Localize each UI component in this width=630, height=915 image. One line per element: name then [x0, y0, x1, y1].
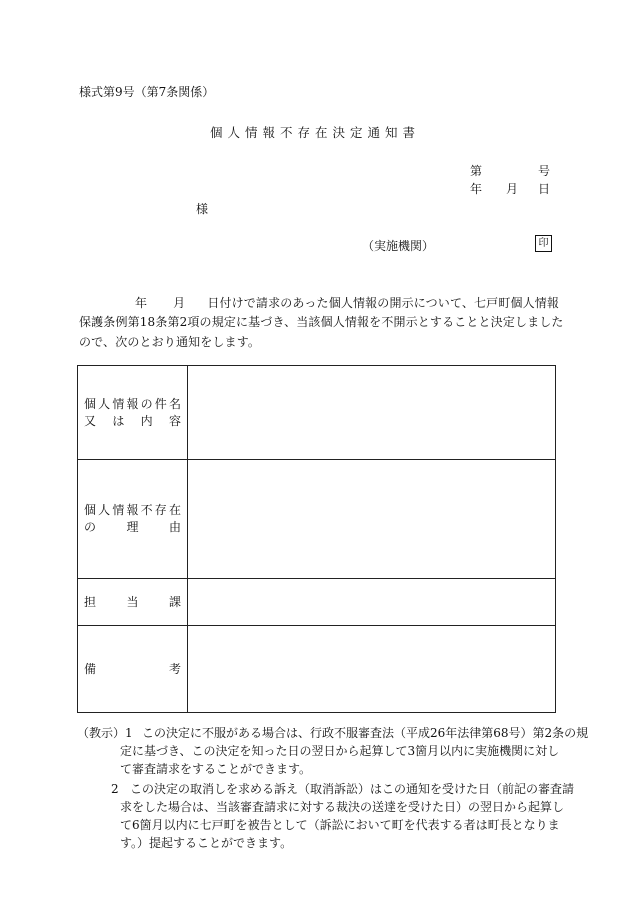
label-reason: [78, 460, 188, 579]
label-subject: [78, 366, 188, 460]
form-number: 様式第9号（第7条関係）: [79, 85, 215, 99]
label-line: 個 人 情 報 の 件 名: [84, 396, 181, 411]
addressee-suffix: 様: [196, 202, 209, 216]
note-1-line-2: 定に基づき、この決定を知った日の翌日から起算して3箇月以内に実施機関に対し: [120, 744, 560, 758]
label-line: 個 人 情 報 不 存 在: [84, 503, 181, 517]
notes-mark: （教示）1: [77, 726, 133, 740]
number-suffix: 号: [538, 164, 551, 178]
notice-table: [77, 365, 556, 713]
value-department[interactable]: [188, 579, 556, 626]
body-line-3: ので、次のとおり通知をします。: [79, 335, 261, 349]
label-line: 備 考: [84, 661, 181, 676]
note-1-line-3: て審査請求をすることができます。: [120, 762, 312, 776]
body-year: 年: [135, 296, 148, 310]
label-department: [78, 579, 188, 626]
note-2-line-3: て6箇月以内に七戸町を被告として（訴訟において町を代表する者は町長となりま: [120, 818, 560, 832]
note-2-line-1: この決定の取消しを求める訴え（取消訴訟）はこの通知を受けた日（前記の審査請: [130, 782, 575, 796]
date-year: 年: [470, 182, 483, 196]
body-line-1: [135, 294, 559, 311]
label-line: 又 は 内 容: [84, 413, 181, 428]
value-subject[interactable]: [188, 366, 556, 460]
date-day: 日: [538, 182, 551, 196]
agency-label: （実施機関）: [362, 239, 435, 253]
note-2-line-4: す。）提起することができます。: [120, 836, 293, 850]
date-month: 月: [506, 182, 519, 196]
label-remarks: [78, 626, 188, 713]
table-row-subject: [78, 366, 556, 460]
value-reason[interactable]: [188, 460, 556, 579]
note-1-line-1: この決定に不服がある場合は、行政不服審査法（平成26年法律第68号）第2条の規: [142, 726, 589, 740]
body-line-1-text: 日付けで請求のあった個人情報の開示について、七戸町個人情報: [207, 296, 560, 310]
label-line: 担 当 課: [84, 594, 181, 609]
table-row-reason: [78, 460, 556, 579]
table-row-remarks: [78, 626, 556, 713]
note-2-line-2: 求をした場合は、当該審査請求に対する裁決の送達を受けた日）の翌日から起算し: [120, 800, 565, 814]
number-prefix: 第: [470, 164, 483, 178]
label-line: の 理 由: [84, 520, 181, 534]
seal-mark: 印: [535, 235, 552, 252]
value-remarks[interactable]: [188, 626, 556, 713]
table-row-department: [78, 579, 556, 626]
body-line-2: 保護条例第18条第2項の規定に基づき、当該個人情報を不開示とすることと決定しました: [79, 315, 564, 329]
body-month: 月: [173, 296, 186, 310]
note-2-number: 2: [111, 782, 119, 796]
document-title: 個人情報不存在決定通知書: [209, 125, 420, 140]
